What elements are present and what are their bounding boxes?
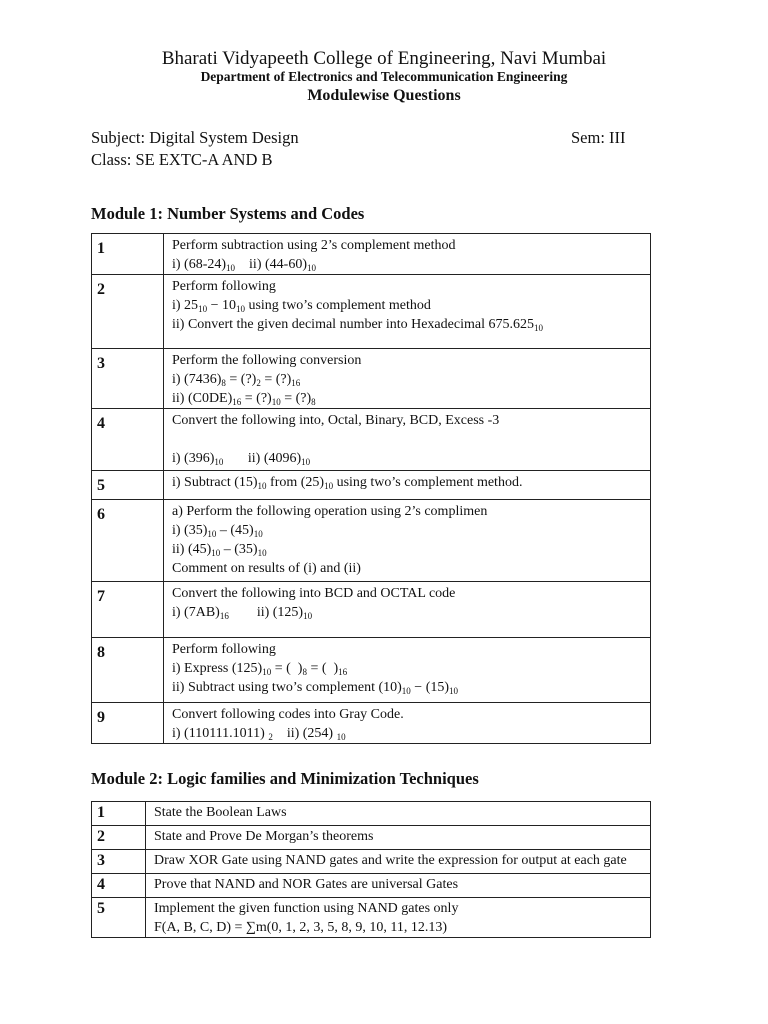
department-name: Department of Electronics and Telecommunication Engineering bbox=[200, 69, 568, 84]
question-line: Prove that NAND and NOR Gates are universal Gates bbox=[154, 877, 459, 892]
question-number: 7 bbox=[92, 582, 164, 638]
question-line: i) $(68-24)_{10}$ ii) $(44-60)_{10}$ bbox=[172, 257, 316, 273]
question-number: 2 bbox=[92, 275, 164, 349]
module1-row bbox=[92, 500, 651, 582]
question-number: 8 bbox=[92, 638, 164, 703]
question-line: Perform following bbox=[172, 642, 276, 657]
question-line: Comment on results of (i) and (ii) bbox=[172, 561, 361, 576]
module1-row bbox=[92, 234, 651, 275]
module1-row bbox=[92, 471, 651, 500]
question-number: 5 bbox=[92, 898, 146, 938]
question-line: i) Express $(125)_{10}$ = ( )$_8$ = ( )$_{16}$ bbox=[172, 661, 348, 677]
class-label: Class: SE EXTC-A AND B bbox=[91, 150, 273, 169]
question-line: Convert the following into, Octal, Binary, BCD, Excess -3 bbox=[172, 413, 500, 428]
question-line: ii) $(C0DE)_{16}$ = $(?)_{10}$ = $(?)_8$ bbox=[172, 391, 316, 407]
question-text bbox=[146, 850, 651, 874]
module1-row bbox=[92, 582, 651, 638]
subject-label: Subject: Digital System Design bbox=[91, 128, 299, 147]
question-number: 6 bbox=[92, 500, 164, 582]
question-line: ii) $(45)_{10} - (35)_{10}$ bbox=[172, 542, 267, 558]
question-line: State the Boolean Laws bbox=[154, 805, 287, 820]
question-line: Draw XOR Gate using NAND gates and write the expression for output at each gate bbox=[154, 853, 627, 868]
question-line bbox=[172, 430, 650, 449]
question-line: Perform subtraction using 2’s complement method bbox=[172, 238, 456, 253]
module1-title: Module 1: Number Systems and Codes bbox=[91, 204, 365, 223]
module2-row bbox=[92, 898, 651, 938]
question-number: 1 bbox=[92, 234, 164, 275]
module1-row bbox=[92, 638, 651, 703]
question-number: 1 bbox=[92, 802, 146, 826]
question-number: 4 bbox=[92, 409, 164, 471]
question-text bbox=[164, 234, 651, 275]
question-number: 3 bbox=[92, 850, 146, 874]
question-line: i) $(7436)_8$ = $(?)_2$ = $(?)_{16}$ bbox=[172, 372, 301, 388]
question-line: Convert following codes into Gray Code. bbox=[172, 707, 404, 722]
question-text bbox=[164, 349, 651, 409]
module2-row bbox=[92, 850, 651, 874]
module2-title: Module 2: Logic families and Minimization Techniques bbox=[91, 769, 479, 788]
question-line: State and Prove De Morgan’s theorems bbox=[154, 829, 374, 844]
question-line: i) (110111.1011) $_2$ ii) (254) $_{10}$ bbox=[172, 726, 346, 742]
question-text bbox=[164, 638, 651, 703]
module2-row bbox=[92, 802, 651, 826]
module1-row bbox=[92, 703, 651, 744]
sem-label: Sem: III bbox=[571, 128, 626, 147]
college-name: Bharati Vidyapeeth College of Engineering, Navi Mumbai bbox=[161, 48, 607, 69]
module1-row bbox=[92, 349, 651, 409]
question-line: i) $(396)_{10}$ ii) $(4096)_{10}$ bbox=[172, 451, 311, 467]
question-line: i) $(7AB)_{16}$ ii) $(125)_{10}$ bbox=[172, 605, 313, 621]
question-text bbox=[146, 874, 651, 898]
module2-table bbox=[91, 801, 651, 938]
question-text bbox=[164, 500, 651, 582]
question-line: i) $25_{10} - 10_{10}$ using two’s complement method bbox=[172, 298, 431, 314]
question-text bbox=[146, 898, 651, 938]
question-text bbox=[146, 826, 651, 850]
question-text bbox=[164, 471, 651, 500]
question-number: 5 bbox=[92, 471, 164, 500]
question-text bbox=[164, 582, 651, 638]
question-number: 4 bbox=[92, 874, 146, 898]
question-number: 2 bbox=[92, 826, 146, 850]
question-line: i) $(35)_{10} - (45)_{10}$ bbox=[172, 523, 263, 539]
question-text bbox=[146, 802, 651, 826]
question-line: i) Subtract $(15)_{10}$ from $(25)_{10}$ using two’s complement method. bbox=[172, 475, 523, 491]
question-line: ii) Convert the given decimal number into Hexadecimal $675.625_{10}$ bbox=[172, 317, 543, 333]
module1-row bbox=[92, 409, 651, 471]
question-text bbox=[164, 275, 651, 349]
question-number: 3 bbox=[92, 349, 164, 409]
question-number: 9 bbox=[92, 703, 164, 744]
question-line: ii) Subtract using two’s complement $(10)_{10} - (15)_{10}$ bbox=[172, 680, 459, 696]
question-line: a) Perform the following operation using 2’s complimen bbox=[172, 504, 488, 519]
question-text bbox=[164, 409, 651, 471]
module2-row bbox=[92, 874, 651, 898]
module2-row bbox=[92, 826, 651, 850]
page-title: Modulewise Questions bbox=[307, 87, 461, 104]
question-line: Perform the following conversion bbox=[172, 353, 362, 368]
question-text bbox=[164, 703, 651, 744]
question-line: F(A, B, C, D) = ∑m(0, 1, 2, 3, 5, 8, 9, 10, 11, 12.13) bbox=[154, 920, 448, 935]
question-line: Implement the given function using NAND gates only bbox=[154, 901, 459, 916]
question-line: Perform following bbox=[172, 279, 276, 294]
question-line: Convert the following into BCD and OCTAL code bbox=[172, 586, 456, 601]
module1-table bbox=[91, 233, 651, 744]
module1-row bbox=[92, 275, 651, 349]
